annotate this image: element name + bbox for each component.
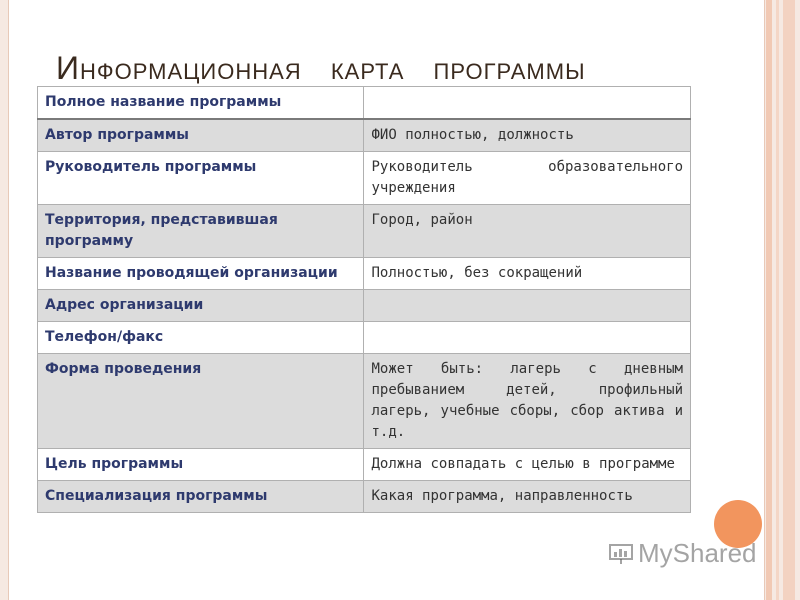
row-label: Руководитель программы xyxy=(38,152,364,205)
decor-stripe xyxy=(766,0,772,600)
table-row xyxy=(38,322,691,354)
row-value: Город, район xyxy=(364,205,691,258)
table-row xyxy=(38,205,691,258)
table-row xyxy=(38,354,691,449)
table-row xyxy=(38,87,691,120)
row-value xyxy=(364,322,691,354)
table-row xyxy=(38,449,691,481)
table-row xyxy=(38,119,691,152)
row-value xyxy=(364,87,691,120)
row-value: Руководитель образовательного учреждения xyxy=(364,152,691,205)
title-word-2: КАРТА xyxy=(330,59,405,84)
title-first-letter: И xyxy=(56,50,80,86)
row-value: Полностью, без сокращений xyxy=(364,258,691,290)
row-value: ФИО полностью, должность xyxy=(364,119,691,152)
row-label: Название проводящей организации xyxy=(38,258,364,290)
page-title xyxy=(56,50,586,87)
presentation-icon xyxy=(608,541,634,563)
row-value: Может быть: лагерь с дневным пребыванием детей, профильный лагерь, учебные сборы, сбор актива и т.д. xyxy=(364,354,691,449)
row-value xyxy=(364,290,691,322)
row-label: Форма проведения xyxy=(38,354,364,449)
table-row xyxy=(38,290,691,322)
table-row xyxy=(38,481,691,513)
row-value: Должна совпадать с целью в программе xyxy=(364,449,691,481)
decor-stripe xyxy=(783,0,795,600)
watermark-text: MyShared xyxy=(638,538,757,568)
title-word-3: ПРОГРАММЫ xyxy=(433,59,586,84)
row-value: Какая программа, направленность xyxy=(364,481,691,513)
row-label: Телефон/факс xyxy=(38,322,364,354)
row-label: Специализация программы xyxy=(38,481,364,513)
decor-stripe xyxy=(776,0,779,600)
row-label: Цель программы xyxy=(38,449,364,481)
info-card-table xyxy=(37,86,691,513)
title-word-1: НФОРМАЦИОННАЯ xyxy=(80,59,302,84)
row-label: Адрес организации xyxy=(38,290,364,322)
row-label: Автор программы xyxy=(38,119,364,152)
table-row xyxy=(38,258,691,290)
row-label: Полное название программы xyxy=(38,87,364,120)
row-label: Территория, представившая программу xyxy=(38,205,364,258)
table-row xyxy=(38,152,691,205)
watermark xyxy=(608,538,757,569)
